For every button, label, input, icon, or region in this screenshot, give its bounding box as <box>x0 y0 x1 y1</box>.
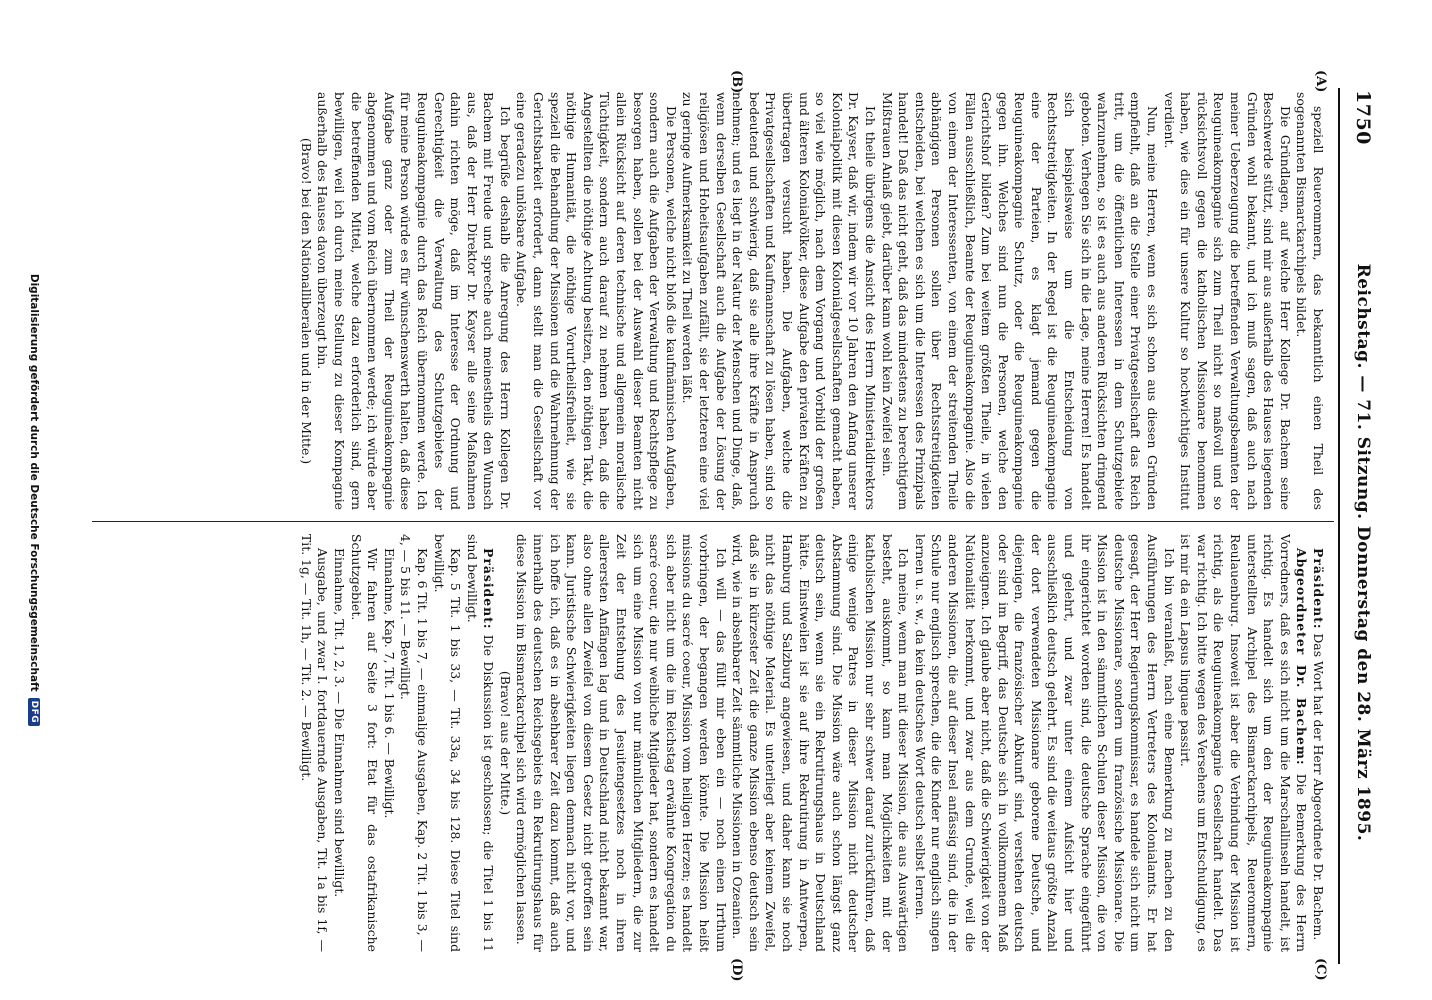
body-paragraph: Ich bin veranlaßt, nach eine Bemerkung zu machen zu den Ausführungen des Herrn Vertreters des Kolonialamts. Er hat gesagt, der Herr Regierungskommissar, es handele sich nicht um deutsche Missionare, sondern um französische Missionare. Die Mission ist in den sämmtlichen Schulen dieser Mission, die von ihr eingerichtet worden sind, die deutsche Sprache eingeführt und gelehrt, und zwar unter einem Aufsicht hier und ausschließlich deutsch gelehrt. Es sind die weitaus größte Anzahl der dort verwendeten Missionare geborene Deutsche, und diejenigen, die französischer Abkunft sind, verstehen deutsch oder sind im Begriff, das Deutsche sich in vollkommenem Maß anzueignen. Ich glaube aber nicht, daß die Schwierigkeit von der Nationalität herkommt, und zwar aus dem Grunde, weil die anderen Missionen, die auf dieser Insel anfässig sind, die in der Schule nur englisch sprechen, die die Kinder nur englisch singen lernen u. s. w., da kein deutsches Wort deutsch selbst lernen. <box>912 534 1177 952</box>
speaker-name: Abgeordneter Dr. Bachem: <box>1294 548 1310 766</box>
body-paragraph: speziell Reuerommern, das bekanntlich einen Theil des sogenannten Bismarckarchipels bildet. <box>1294 92 1326 510</box>
speech-paragraph <box>1309 534 1326 952</box>
body-paragraph: Kap. 6 Tit. 1 bis 7, — einmalige Ausgaben, Kap. 2 Tit. 1 bis 3, — 4, — 5 bis 11. — Bewilligt. <box>398 534 430 952</box>
margin-marker-d: (D) <box>729 958 744 982</box>
right-column <box>96 534 1326 952</box>
speech-text: Das Wort hat der Herr Abgeordnete Dr. Bachem. <box>1311 633 1326 941</box>
body-paragraph: Nun, meine Herren, wenn es sich schon aus diesen Gründen empfiehlt, daß an die Stelle einer Privatgesellschaft das Reich tritt, um die öffentlichen Interessen in dem Schutzgebiete wahrzunehmen, so ist es auch aus anderen Rücksichten dringend geboten. Verhegen Sie sich in die Lage, meine Herren! Es handelt sich beispielsweise um die Entscheidung von Rechtsstreitigkeiten. In der Regel ist die Reuguineakompagnie eine der Parteien, es klagt jemand gegen die Reuguineakompagnie Schutz, oder die Reuguineakompagnie gegen ihn. Welches sind nun die Personen, welche den Gerichtshof bilden? Zum bei weitem größten Theile, in vielen Fällen ausschließlich, Beamte der Reuguineakompagnie. Also die von einem der Interessenten, von einem der streitenden Theile abhängigen Personen sollen über Rechtsstreitigkeiten entscheiden, bei welchen es sich um die Interessen des Prinzipals handelt! Daß das nicht geht, daß das mindestens zu berechtigtem Mißtrauen Anlaß giebt, darüber kann wohl kein Zweifel sein. <box>879 92 1161 510</box>
page-number: 1750 <box>1352 90 1374 145</box>
stage-direction: (Bravo! bei den Nationalliberalen und in der Mitte.) <box>298 137 314 465</box>
dfg-logo: DFG <box>28 698 40 727</box>
speech-paragraph <box>463 534 496 952</box>
margin-marker-c: (C) <box>1313 958 1328 981</box>
body-paragraph: Wir fahren auf Seite 3 fort: Etat für das ostafrikanische Schutzgebiet. <box>348 534 381 952</box>
header-rule <box>1338 88 1340 964</box>
speech-paragraph <box>1177 534 1310 952</box>
margin-marker-a: (A) <box>1313 70 1328 93</box>
body-paragraph: Ich meine, wenn man mit dieser Mission, die aus Auswärtigen besteht, auskommt, so kann man Möglichkeiten mit der katholischen Mission nur sehr schwer darauf zurückführen, daß einige wenige Patres in dieser Mission nicht deutscher Abstammung sind. Die Mission wäre auch schon längst ganz deutsch sein, wenn sie ein Rekrutirungshaus in Deutschland hätte. Einstweilen ist sie auf ihre Rekrutirung in Antwerpen, Hamburg und Salzburg angewiesen, und daher kann sie noch nicht das nöthige Material. Es unterliegt aber keinem Zweifel, daß sie in kürzester Zeit die ganze Mission ebenso deutsch sein wird, wie in absehbarer Zeit sämmtliche Missionen in Ozeanien. <box>730 534 912 952</box>
column-divider <box>92 521 1334 522</box>
footer-text: Digitalisierung gefördert durch die Deutsche Forschungsgemeinschaft <box>28 273 40 692</box>
body-paragraph: Kap. 5 Tit. 1 bis 33, — Tit. 33a, 34 bis 128. Diese Titel sind bewilligt. <box>431 534 464 952</box>
body-paragraph: Einnahme, Tit. 1, 2, 3. — Die Einnahmen sind bewilligt. <box>331 548 347 898</box>
left-column <box>96 92 1326 510</box>
speech-text: Die Bemerkung des Herrn Vorredners, daß es sich nicht um die Marschallinseln handelt, ist richtig. Es handelt sich um den der Reuguineakompagnie unterstellten Archipel des Bismarckarchipels, Reuerommern, Reulauenburg. Insoweit ist aber die Verbindung der Mission ist richtig, als die Reuguineakompagnie Gesellschaft handelt. Das war richtig. Ich bitte wegen des Versehens um Entschuldigung, es ist mir da ein Lapsus linguae passirt. <box>1178 534 1310 952</box>
speaker-name: Präsident: <box>1311 548 1326 630</box>
body-paragraph: Die Gründlagen, auf welche Herr Kollege Dr. Bachem seine Beschwerde stützt, sind mir aus außerhalb des Hauses liegenden Gründen wohl bekannt, und ich muß sagen, daß auch nach meiner Ueberzeugung die betreffenden Verwaltungsbeamten der Reuguineakompagnie sich zum Theil nicht so maßvoll und so rücksichtsvoll gegen die katholischen Missionare benommen haben, wie dies ein für unsere Kultur so hochwichtiges Institut verdient. <box>1161 92 1293 510</box>
stage-direction: (Bravo! aus der Mitte.) <box>497 670 513 816</box>
margin-marker-b: (B) <box>729 70 744 94</box>
body-paragraph: Ich begrüße deshalb die Anregung des Herrn Kollegen Dr. Bachem mit Freude und spreche auch meinestheils den Wunsch aus, daß der Herr Direktor Dr. Kayser alle seine Maßnahmen dahin richten möge, daß im Interesse der Ordnung und Gerechtigkeit die Verwaltung des Schutzgebietes der Reuguineakompagnie durch das Reich übernommen werde. Ich für meine Person würde es für wünschenswerth halten, daß diese Aufgabe ganz oder zum Theil der Reuguineakompagnie abgenommen und vom Reich übernommen werde; ich würde aber die betreffenden Mittel, welche dazu erforderlich sind, gern bewilligen, weil ich durch meine Stellung zu dieser Kompagnie außerhalb des Hauses davon überzeugt bin. <box>315 92 513 510</box>
page-title: Reichstag. — 71. Sitzung. Donnerstag den 28. März 1895. <box>1353 263 1373 842</box>
speaker-name: Präsident: <box>481 548 497 630</box>
body-paragraph: Ausgabe, und zwar I. fortdauernde Ausgaben, Tit. 1a bis 1f, — Tit. 1g, — Tit. 1h, — Tit. 2. — Bewilligt. <box>298 534 331 952</box>
body-paragraph: Ich theile übrigens die Ansicht des Herrn Ministerialdirektors Dr. Kayser, daß wir, indem wir vor 10 Jahren den Anfang unserer Kolonialpolitik mit diesen Kolonialgesellschaften gemacht haben, so viel wie möglich, nach dem Vorgang und Vorbild der großen und älteren Kolonialvölker, diese Aufgabe den privaten Kräften zu übertragen versucht haben. Die Aufgaben, welche die Privatgesellschaften und Kaufmannschaft zu lösen haben, sind so bedeutend und schwierig, daß sie alle ihre Kräfte in Anspruch nehmen; und es liegt in der Natur der Menschen und Dinge, daß, wenn derselben Gesellschaft auch die Aufgabe der Lösung der religiösen und Hoheitsaufgaben zufällt, sie der letzteren eine viel zu geringe Aufmerksamkeit zu Theil werden läßt. <box>680 92 878 510</box>
page-header <box>1346 90 1380 960</box>
body-paragraph: Einnahme, Kap. 7, Tit. 1 bis 6. — Bewilligt. <box>381 548 397 819</box>
digitization-footer <box>28 0 40 1000</box>
body-paragraph: Die Personen, welche nicht bloß die kaufmännischen Aufgaben, sondern auch die Aufgaben der Verwaltung und Rechtspflege zu besorgen haben, sollen bei der Auswahl dieser Beamten nicht allein Rücksicht auf deren technische und allgemein moralische Tüchtigkeit, sondern auch darauf zu nehmen haben, daß die Angestellten die nöthige Achtung besitzen, den nöthigen Takt, die nöthige Humanität, die nöthige Vorurtheilsfreiheit, wie sie speziell die Behandlung der Missionen und die Wahrnehmung der Gerichtsbarkeit erfordert, dann stellt man die Gesellschaft vor eine geradezu unlösbare Aufgabe. <box>514 92 679 510</box>
body-paragraph: Ich will — das füllt mir eben ein — noch einen Irrthum vorbringen, der begangen werden könnte. Die Mission heißt missions du sacré coeur, Mission vom heiligen Herzen; es handelt sich aber nicht um die im Reichstag erwähnte Kongregation du sacré coeur, die nur weibliche Mitglieder hat, sondern es handelt sich um eine Mission von nur männlichen Mitgliedern, die zur Zeit der Entstehung des Jesuitengesetzes noch in ihren allerersten Anfängen lag und in Deutschland nicht bekannt war, also ohne allen Zweifel von diesem Gesetz nicht getroffen sein kann. Juristische Schwierigkeiten liegen demnach nicht vor, und ich hoffe ich, daß es in absehbarer Zeit dazu kommt, daß auch innerhalb des deutschen Reichsgebiets ein Rekrutirungshaus für diese Mission im Bismarckarchipel sich wird ermöglichen lassen. <box>514 534 729 952</box>
speech-text: Die Diskussion ist geschlossen; die Titel 1 bis 11 sind bewilligt. <box>464 534 497 952</box>
